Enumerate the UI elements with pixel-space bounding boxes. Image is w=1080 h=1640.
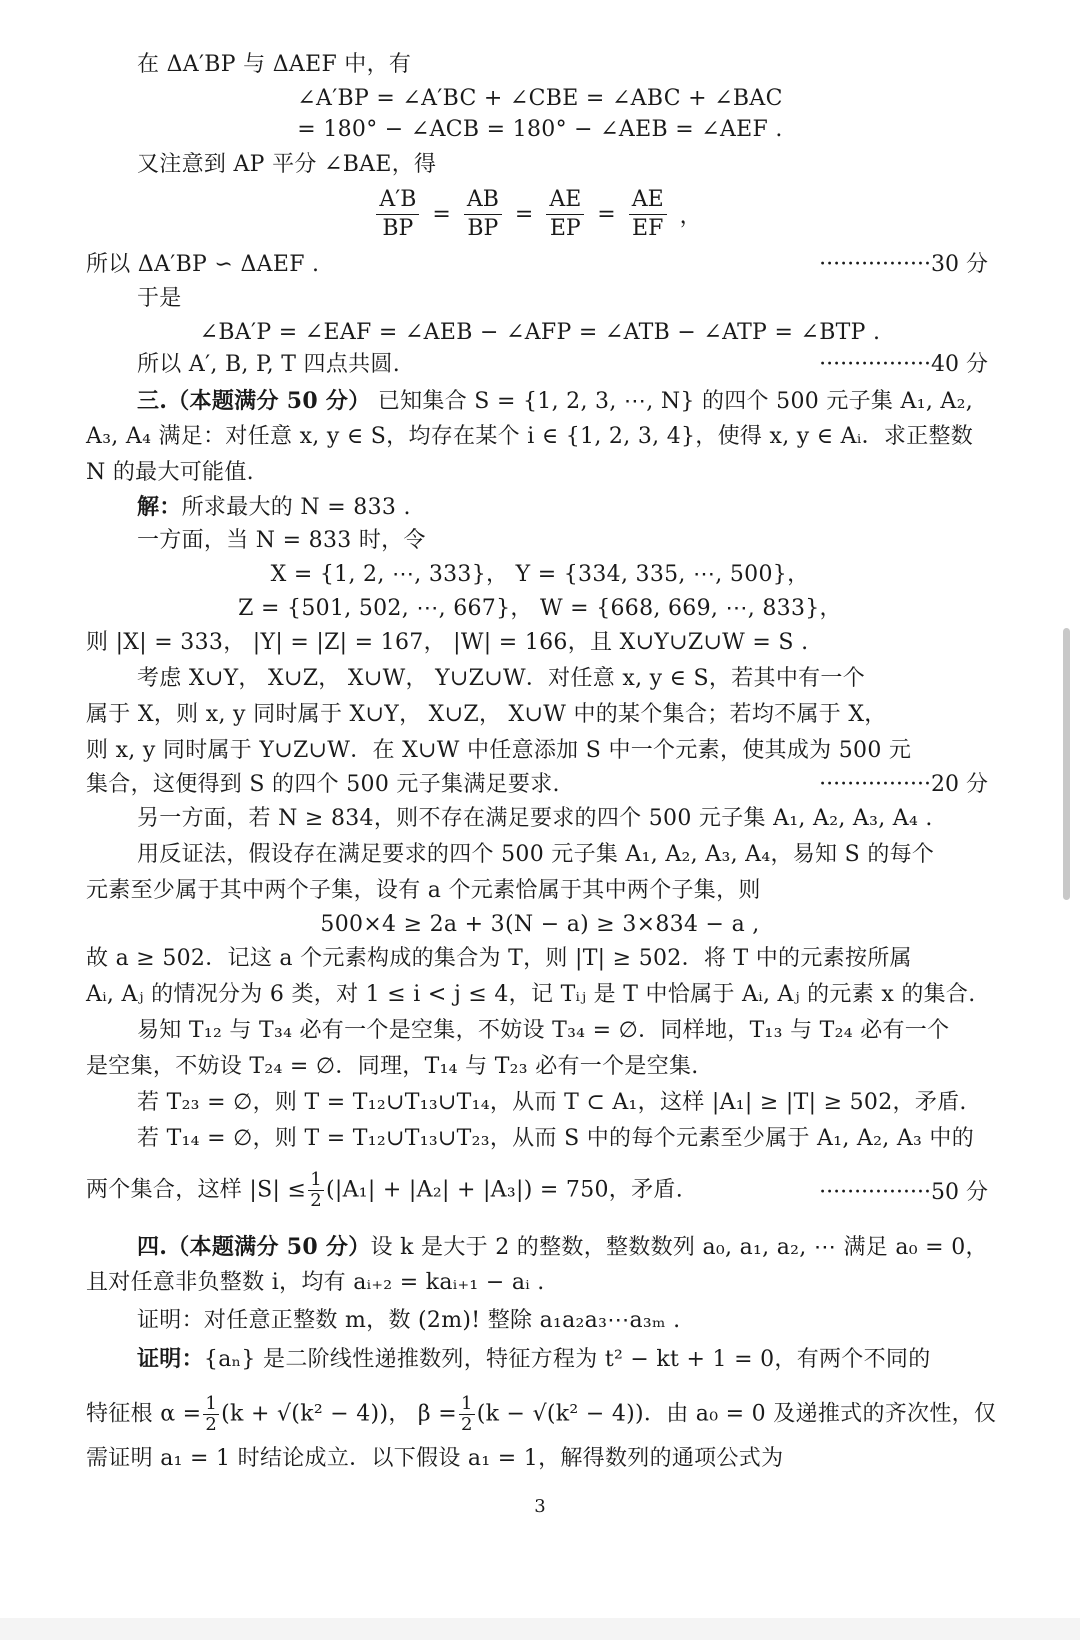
- text-line: 所以 A′, B, P, T 四点共圆.: [137, 352, 401, 377]
- proof-heading: 证明：: [137, 1346, 204, 1372]
- text-line: 在 ΔA′BP 与 ΔAEF 中，有: [137, 52, 412, 77]
- equation-line: ∠A′BP = ∠A′BC + ∠CBE = ∠ABC + ∠BAC: [297, 86, 783, 111]
- one-half-fraction: $\frac{1}{2}$: [460, 1393, 473, 1435]
- equation-line: ∠BA′P = ∠EAF = ∠AEB − ∠AFP = ∠ATB − ∠ATP = ∠BTP .: [199, 320, 881, 345]
- page-number: 3: [534, 1496, 546, 1517]
- one-half-fraction: $\frac{1}{2}$: [205, 1393, 218, 1435]
- text-line: 需证明 a₁ = 1 时结论成立．以下假设 a₁ = 1，解得数列的通项公式为: [86, 1446, 784, 1471]
- fraction: $\frac{A'B}{BP}$: [376, 186, 419, 243]
- text-line: 易知 T₁₂ 与 T₃₄ 必有一个是空集，不妨设 T₃₄ = ∅．同样地，T₁₃ 与 T₂₄ 必有一个: [137, 1018, 950, 1043]
- text-line: Aᵢ, Aⱼ 的情况分为 6 类，对 1 ≤ i < j ≤ 4，记 Tᵢⱼ 是 T 中恰属于 Aᵢ, Aⱼ 的元素 x 的集合.: [86, 982, 976, 1007]
- text-line: 故 a ≥ 502．记这 a 个元素构成的集合为 T，则 |T| ≥ 502．将 T 中的元素按所属: [86, 946, 912, 971]
- solution-heading: 解：: [137, 494, 182, 520]
- text-line: A₃, A₄ 满足：对任意 x, y ∈ S，均存在某个 i ∈ {1, 2, 3, 4}，使得 x, y ∈ Aᵢ．求正整数: [86, 424, 974, 449]
- text-line: 集合，这便得到 S 的四个 500 元子集满足要求.: [86, 772, 560, 797]
- text-line: 若 T₂₃ = ∅，则 T = T₁₂∪T₁₃∪T₁₄，从而 T ⊂ A₁，这样 |A₁| ≥ |T| ≥ 502，矛盾.: [137, 1090, 967, 1115]
- text-line: 用反证法，假设存在满足要求的四个 500 元子集 A₁, A₂, A₃, A₄，易知 S 的每个: [137, 842, 935, 867]
- solution-line: 解：所求最大的 N = 833 .: [137, 494, 411, 520]
- score-marker: ················50 分: [819, 1180, 988, 1205]
- text-line: 一方面，当 N = 833 时，令: [137, 528, 426, 553]
- equation-line: = 180° − ∠ACB = 180° − ∠AEB = ∠AEF .: [297, 117, 783, 142]
- text-line: 则 |X| = 333， |Y| = |Z| = 167， |W| = 166，且 X∪Y∪Z∪W = S .: [86, 630, 809, 655]
- text-line: 于是: [137, 286, 182, 311]
- problem-4-statement: 四.（本题满分 50 分）设 k 是大于 2 的整数，整数数列 a₀, a₁, a₂, ⋯ 满足 a₀ = 0，: [137, 1234, 988, 1260]
- score-marker: ················20 分: [819, 772, 988, 797]
- score-marker: ················30 分: [819, 252, 988, 277]
- text-line: 又注意到 AP 平分 ∠BAE，得: [137, 152, 437, 177]
- fraction: $\frac{AE}{EP}$: [546, 186, 584, 243]
- text-line: 则 x, y 同时属于 Y∪Z∪W．在 X∪W 中任意添加 S 中一个元素，使其成为 500 元: [86, 738, 912, 763]
- text-line: 若 T₁₄ = ∅，则 T = T₁₂∪T₁₃∪T₂₃，从而 S 中的每个元素至少属于 A₁, A₂, A₃ 中的: [137, 1126, 975, 1151]
- text-line: 所以 ΔA′BP ∽ ΔAEF .: [86, 252, 320, 277]
- text-line: N 的最大可能值.: [86, 460, 254, 485]
- text-line: 另一方面，若 N ≥ 834，则不存在满足要求的四个 500 元子集 A₁, A₂, A₃, A₄ .: [137, 806, 933, 831]
- text-line: 证明：对任意正整数 m，数 (2m)! 整除 a₁a₂a₃⋯a₃ₘ .: [137, 1308, 681, 1333]
- text-line: 是空集，不妨设 T₂₄ = ∅．同理，T₁₄ 与 T₂₃ 必有一个是空集.: [86, 1054, 699, 1079]
- proof-line: 证明：{aₙ} 是二阶线性递推数列，特征方程为 t² − kt + 1 = 0，有两个不同的: [137, 1346, 931, 1372]
- vertical-scrollbar[interactable]: [1063, 628, 1070, 900]
- one-half-fraction: $\frac{1}{2}$: [310, 1169, 322, 1211]
- ratio-equation: $\frac{A'B}{BP}$ = $\frac{AB}{BP}$ = $\frac{AE}{EP}$ = $\frac{AE}{EF}$ ，: [0, 186, 1080, 243]
- text-line-with-fraction: 两个集合，这样 |S| ≤ $\frac{1}{2}$ (|A₁| + |A₂| + |A₃|) = 750，矛盾.: [86, 1169, 683, 1211]
- fraction: $\frac{AE}{EF}$: [629, 186, 667, 243]
- fraction: $\frac{AB}{BP}$: [464, 186, 502, 243]
- equation-line: X = {1, 2, ⋯, 333}， Y = {334, 335, ⋯, 500}，: [270, 562, 810, 587]
- score-marker: ················40 分: [819, 352, 988, 377]
- text-line: 考虑 X∪Y， X∪Z， X∪W， Y∪Z∪W．对任意 x, y ∈ S，若其中有一个: [137, 666, 866, 691]
- problem-4-heading: 四.（本题满分 50 分）: [137, 1234, 371, 1260]
- text-line: 属于 X，则 x, y 同时属于 X∪Y， X∪Z， X∪W 中的某个集合；若均不属于 X，: [86, 702, 887, 727]
- problem-3-heading: 三.（本题满分 50 分）: [137, 388, 371, 414]
- equation-line: Z = {501, 502, ⋯, 667}， W = {668, 669, ⋯, 833}，: [238, 596, 842, 621]
- bottom-edge: [0, 1618, 1080, 1640]
- text-line: 且对任意非负整数 i，均有 aᵢ₊₂ = kaᵢ₊₁ − aᵢ .: [86, 1270, 545, 1295]
- characteristic-roots-line: 特征根 α = $\frac{1}{2}$ (k + √(k² − 4))， β = $\frac{1}{2}$ (k − √(k² − 4))．由 a₀ = 0 及递推式的齐次性，仅: [86, 1393, 997, 1435]
- text-line: 元素至少属于其中两个子集，设有 a 个元素恰属于其中两个子集，则: [86, 878, 761, 903]
- equation-line: 500×4 ≥ 2a + 3(N − a) ≥ 3×834 − a ,: [320, 912, 760, 937]
- problem-3-statement: 三.（本题满分 50 分） 已知集合 S = {1, 2, 3, ⋯, N} 的四个 500 元子集 A₁, A₂,: [137, 388, 974, 414]
